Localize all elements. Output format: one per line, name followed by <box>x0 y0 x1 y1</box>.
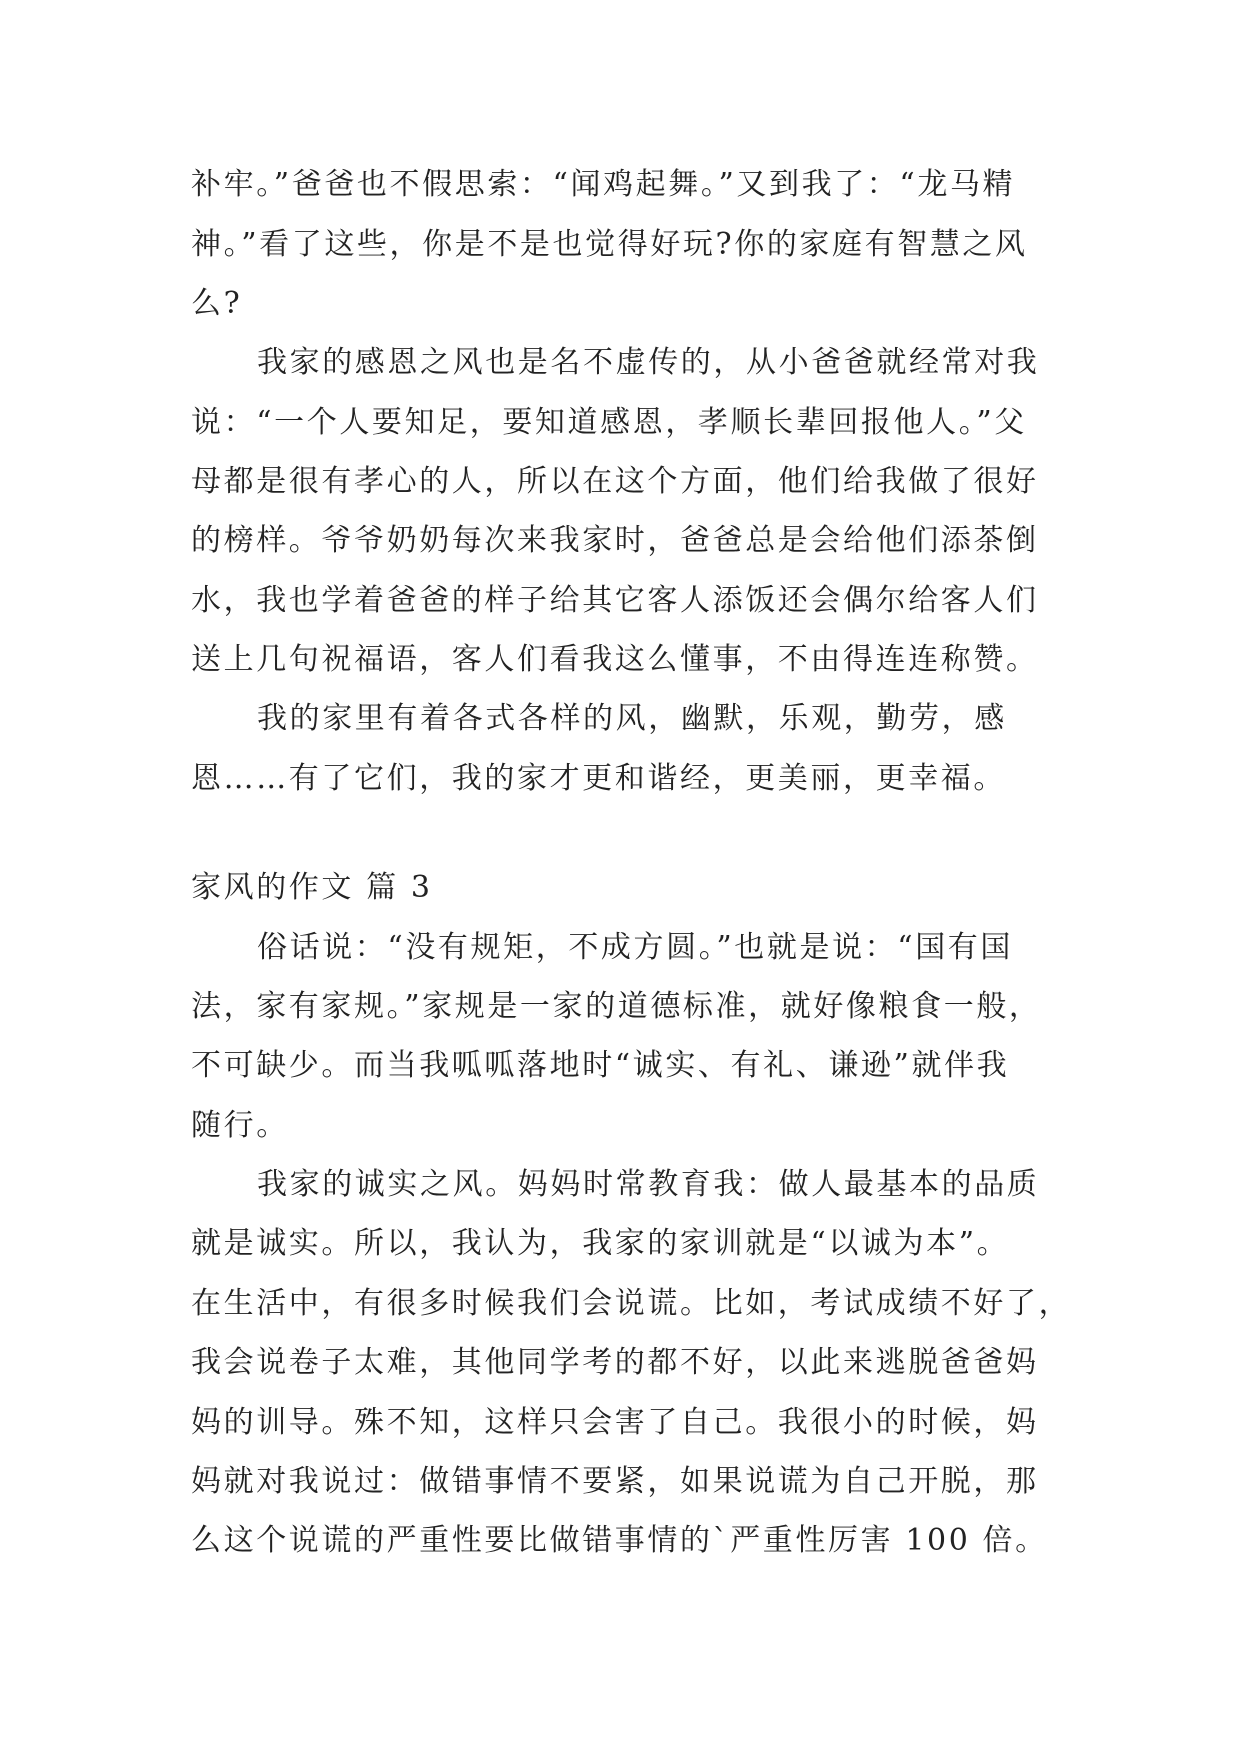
text-line: 随行。 <box>191 1108 289 1143</box>
text-line: 就是诚实。所以，我认为，我家的家训就是“以诚为本”。 <box>191 1226 1010 1261</box>
text-line: 法，家有家规。”家规是一家的道德标准，就好像粮食一般， <box>191 989 1042 1024</box>
text-line: 神。”看了这些，你是不是也觉得好玩?你的家庭有智慧之风 <box>191 227 1028 262</box>
text-line: 在生活中，有很多时候我们会说谎。比如，考试成绩不好了， <box>191 1286 1072 1321</box>
text-line: 我会说卷子太难，其他同学考的都不好，以此来逃脱爸爸妈 <box>191 1345 1039 1380</box>
text-line: 水，我也学着爸爸的样子给其它客人添饭还会偶尔给客人们 <box>191 583 1039 618</box>
paragraph-start-line: 我的家里有着各式各样的风，幽默，乐观，勤劳，感 <box>257 701 1007 736</box>
text-line: 说：“一个人要知足，要知道感恩，孝顺长辈回报他人。”父 <box>191 405 1027 440</box>
section-heading: 家风的作文 篇 3 <box>191 870 433 905</box>
text-line: 么? <box>191 286 243 321</box>
text-line: 恩……有了它们，我的家才更和谐经，更美丽，更幸福。 <box>191 761 1006 796</box>
text-line: 的榜样。爷爷奶奶每次来我家时，爸爸总是会给他们添茶倒 <box>191 523 1039 558</box>
paragraph-start-line: 俗话说：“没有规矩，不成方圆。”也就是说：“国有国 <box>257 930 1014 965</box>
text-line: 不可缺少。而当我呱呱落地时“诚实、有礼、谦逊”就伴我 <box>191 1048 1010 1083</box>
paragraph-start-line: 我家的感恩之风也是名不虚传的，从小爸爸就经常对我 <box>257 345 1040 380</box>
paragraph-start-line: 我家的诚实之风。妈妈时常教育我：做人最基本的品质 <box>257 1167 1040 1202</box>
text-line: 送上几句祝福语，客人们看我这么懂事，不由得连连称赞。 <box>191 642 1039 677</box>
text-line: 补牢。”爸爸也不假思索：“闻鸡起舞。”又到我了：“龙马精 <box>191 167 1016 202</box>
text-line: 妈就对我说过：做错事情不要紧，如果说谎为自己开脱，那 <box>191 1464 1039 1499</box>
text-line: 妈的训导。殊不知，这样只会害了自己。我很小的时候，妈 <box>191 1405 1039 1440</box>
text-line: 么这个说谎的严重性要比做错事情的`严重性厉害 100 倍。 <box>191 1523 1048 1558</box>
text-line: 母都是很有孝心的人，所以在这个方面，他们给我做了很好 <box>191 464 1039 499</box>
